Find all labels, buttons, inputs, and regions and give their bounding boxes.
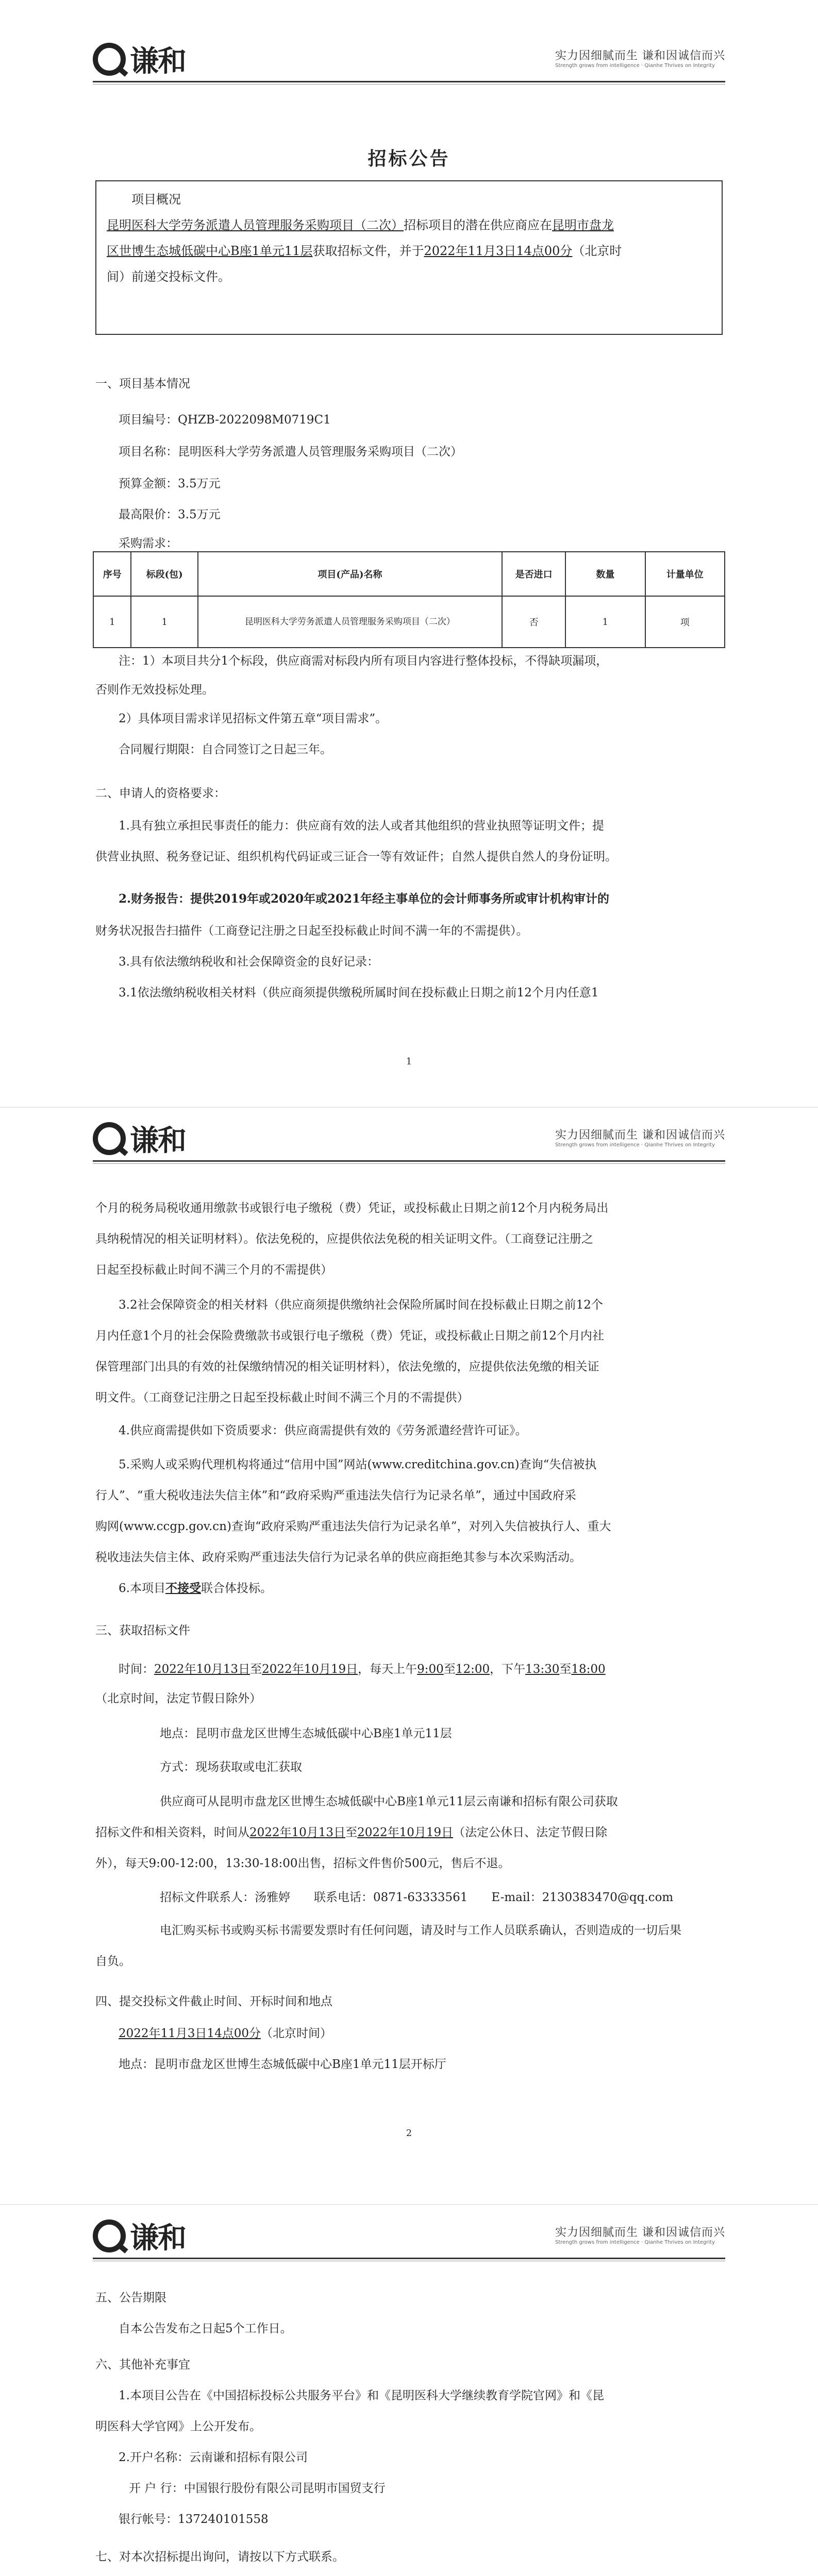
- bank-name: 开 户 行：中国银行股份有限公司昆明市国贸支行: [129, 2482, 386, 2495]
- section-5-heading: 五、公告期限: [95, 2291, 166, 2304]
- section-2-heading: 二、申请人的资格要求：: [95, 787, 226, 800]
- col-header: 计量单位: [645, 552, 725, 596]
- acquire-time-note: （北京时间，法定节假日除外）: [95, 1692, 261, 1705]
- logo-text: 谦和: [130, 1124, 186, 1158]
- deadline-time: 2022年11月3日14点00分（北京时间）: [119, 2027, 332, 2040]
- acquire-para-2a: 电汇购买标书或购买标书需要发票时有任何问题，请及时与工作人员联系确认，否则造成的一切后果: [160, 1924, 681, 1937]
- qual-2a: 2.财务报告：提供2019年或2020年或2021年经主事单位的会计师事务所或审计机构审计的: [119, 892, 610, 906]
- other-1a: 1.本项目公告在《中国招标投标公共服务平台》和《昆明医科大学继续教育学院官网》和《昆: [119, 2389, 604, 2402]
- table-header-row: [93, 552, 725, 596]
- qual-1b: 供营业执照、税务登记证、组织机构代码证或三证合一等有效证件；自然人提供自然人的身份证明。: [95, 850, 617, 863]
- header-rule: [93, 2258, 725, 2259]
- max-price: 最高限价：3.5万元: [119, 508, 221, 521]
- section-6-heading: 六、其他补充事宜: [95, 2358, 190, 2371]
- requirement-label: 采购需求：: [119, 537, 178, 550]
- acquire-method: 方式：现场获取或电汇获取: [160, 1760, 302, 1774]
- section-7-heading: 七、对本次招标提出询问，请按以下方式联系。: [95, 2550, 344, 2564]
- qual-5a: 5.采购人或采购代理机构将通过“信用中国”网站(www.creditchina.gov.cn)查询“失信被执: [119, 1458, 597, 1471]
- slogan-en: Strength grows from intelligence · Qianhe Thrives on Integrity: [555, 2240, 715, 2245]
- acquire-para-2b: 自负。: [95, 1955, 131, 1968]
- qual-5c: 购网(www.ccgp.gov.cn)查询“政府采购严重违法失信行为记录名单”，对列入失信被执行人、重大: [95, 1520, 611, 1533]
- acquire-place: 地点：昆明市盘龙区世博生态城低碳中心B座1单元11层: [160, 1727, 452, 1740]
- acquire-para-1c: 外），每天9:00-12:00，13:30-18:00出售，招标文件售价500元，售后不退。: [95, 1857, 510, 1870]
- page-header: [93, 39, 725, 88]
- slogan-en: Strength grows from intelligence · Qianhe Thrives on Integrity: [555, 63, 715, 69]
- page-header: [93, 2215, 725, 2264]
- acquire-time: 时间：2022年10月13日至2022年10月19日，每天上午9:00至12:00，下午13:30至18:00: [119, 1663, 606, 1676]
- overview-heading: 项目概况: [131, 192, 181, 207]
- company-logo: [93, 1118, 186, 1159]
- header-slogan: [555, 2224, 725, 2245]
- qual-3-2d: 明文件。（工商登记注册之日起至投标截止时间不满三个月的不需提供）: [95, 1391, 469, 1404]
- document-page-1: [0, 0, 818, 1108]
- col-header: 数量: [565, 552, 645, 596]
- budget-amount: 预算金额：3.5万元: [119, 477, 221, 490]
- section-4-heading: 四、提交投标文件截止时间、开标时间和地点: [95, 1995, 332, 2008]
- project-overview-box: [95, 180, 723, 335]
- qual-4: 4.供应商需提供如下资质要求：供应商需提供有效的《劳务派遣经营许可证》。: [119, 1424, 527, 1437]
- qual-5d: 税收违法失信主体、政府采购严重违法失信行为记录名单的供应商拒绝其参与本次采购活动。: [95, 1551, 581, 1564]
- col-header: 标段(包): [131, 552, 197, 596]
- section-1-heading: 一、项目基本情况: [95, 377, 190, 391]
- document-page-3: [0, 2205, 818, 2576]
- qual-3-2b: 月内任意1个月的社会保险费缴款书或银行电子缴税（费）凭证，或投标截止日期之前12个月内社: [95, 1329, 604, 1343]
- table-row: [93, 596, 725, 648]
- logo-q-icon: [93, 1122, 126, 1155]
- contract-period: 合同履行期限：自合同签订之日起三年。: [119, 743, 332, 756]
- qual-3-2a: 3.2社会保障资金的相关材料（供应商须提供缴纳社会保险所属时间在投标截止日期之前12个: [119, 1298, 603, 1312]
- company-logo: [93, 2215, 186, 2257]
- acquire-para-1a: 供应商可从昆明市盘龙区世博生态城低碳中心B座1单元11层云南谦和招标有限公司获取: [160, 1795, 618, 1808]
- qual-3-1d: 日起至投标截止时间不满三个月的不需提供）: [95, 1263, 332, 1277]
- notice-period: 自本公告发布之日起5个工作日。: [119, 2322, 292, 2335]
- slogan-cn: 实力因细腻而生 谦和因诚信而兴: [555, 2226, 725, 2239]
- page-title: 招标公告: [368, 148, 450, 170]
- note-1a: 注：1）本项目共分1个标段，供应商需对标段内所有项目内容进行整体投标，不得缺项漏项，: [119, 654, 608, 668]
- header-rule: [93, 1160, 725, 1162]
- project-number: 项目编号：QHZB-2022098M0719C1: [119, 413, 331, 427]
- project-name: 项目名称：昆明医科大学劳务派遣人员管理服务采购项目（二次）: [119, 445, 462, 459]
- page-header: [93, 1118, 725, 1167]
- table-cell: 1: [93, 596, 131, 648]
- header-slogan: [555, 47, 725, 69]
- slogan-cn: 实力因细腻而生 谦和因诚信而兴: [555, 1129, 725, 1142]
- qual-1a: 1.具有独立承担民事责任的能力：供应商有效的法人或者其他组织的营业执照等证明文件；提: [119, 819, 604, 833]
- company-logo: [93, 39, 186, 80]
- logo-text: 谦和: [130, 2222, 186, 2255]
- header-slogan: [555, 1126, 725, 1148]
- slogan-cn: 实力因细腻而生 谦和因诚信而兴: [555, 49, 725, 62]
- overview-line-1: 昆明医科大学劳务派遣人员管理服务采购项目（二次）招标项目的潜在供应商应在昆明市盘龙: [107, 218, 614, 232]
- qual-3-1c: 具纳税情况的相关证明材料）。依法免税的，应提供依法免税的相关证明文件。（工商登记注册之: [95, 1232, 593, 1246]
- table-cell: 1: [131, 596, 197, 648]
- qual-6: 6.本项目不接受联合体投标。: [119, 1581, 272, 1595]
- overview-line-2: 区世博生态城低碳中心B座1单元11层获取招标文件，并于2022年11月3日14点00分（北京时: [107, 244, 622, 258]
- page-number: 1: [406, 1056, 412, 1067]
- qual-3-1b: 个月的税务局税收通用缴款书或银行电子缴税（费）凭证，或投标截止日期之前12个月内税务局出: [95, 1201, 609, 1215]
- acquire-para-1b: 招标文件和相关资料，时间从2022年10月13日至2022年10月19日（法定公休日、法定节假日除: [95, 1826, 608, 1839]
- note-1b: 否则作无效投标处理。: [95, 683, 214, 697]
- qual-3-1a: 3.1依法缴纳税收相关材料（供应商须提供缴税所属时间在投标截止日期之前12个月内任意1: [119, 986, 599, 999]
- page-number: 2: [406, 2128, 412, 2139]
- table-cell: 昆明医科大学劳务派遣人员管理服务采购项目（二次）: [198, 596, 502, 648]
- qual-5b: 行人”、“重大税收违法失信主体”和“政府采购严重违法失信行为记录名单”，通过中国政府采: [95, 1489, 576, 1502]
- col-header: 序号: [93, 552, 131, 596]
- document-page-2: [0, 1108, 818, 2205]
- qual-3-2c: 保管理部门出具的有效的社保缴纳情况的相关证明材料），依法免缴的，应提供依法免缴的相关证: [95, 1360, 599, 1374]
- acquire-contact: 招标文件联系人：汤雅婷 联系电话：0871-63333561 E-mail：2130383470@qq.com: [160, 1891, 674, 1904]
- account-name: 2.开户名称：云南谦和招标有限公司: [119, 2451, 308, 2464]
- table-cell: 项: [645, 596, 725, 648]
- slogan-en: Strength grows from intelligence · Qianhe Thrives on Integrity: [555, 1142, 715, 1148]
- bank-account: 银行帐号：137240101558: [119, 2513, 269, 2526]
- overview-line-3: 间）前递交投标文件。: [107, 269, 230, 284]
- deadline-place: 地点：昆明市盘龙区世博生态城低碳中心B座1单元11层开标厅: [119, 2058, 446, 2071]
- logo-q-icon: [93, 2219, 126, 2252]
- other-1b: 明医科大学官网》上公开发布。: [95, 2420, 261, 2433]
- header-rule-thin: [93, 1163, 725, 1164]
- qual-3: 3.具有依法缴纳税收和社会保障资金的良好记录：: [119, 955, 379, 969]
- note-2: 2）具体项目需求详见招标文件第五章“项目需求”。: [119, 712, 388, 725]
- col-header: 是否进口: [502, 552, 565, 596]
- table-cell: 否: [502, 596, 565, 648]
- section-3-heading: 三、获取招标文件: [95, 1624, 190, 1637]
- header-rule: [93, 81, 725, 82]
- logo-text: 谦和: [130, 45, 186, 78]
- qual-2b: 财务状况报告扫描件（工商登记注册之日起至投标截止时间不满一年的不需提供）。: [95, 924, 528, 938]
- procurement-table: [93, 551, 725, 648]
- col-header: 项目(产品)名称: [198, 552, 502, 596]
- logo-q-icon: [93, 43, 126, 76]
- table-cell: 1: [565, 596, 645, 648]
